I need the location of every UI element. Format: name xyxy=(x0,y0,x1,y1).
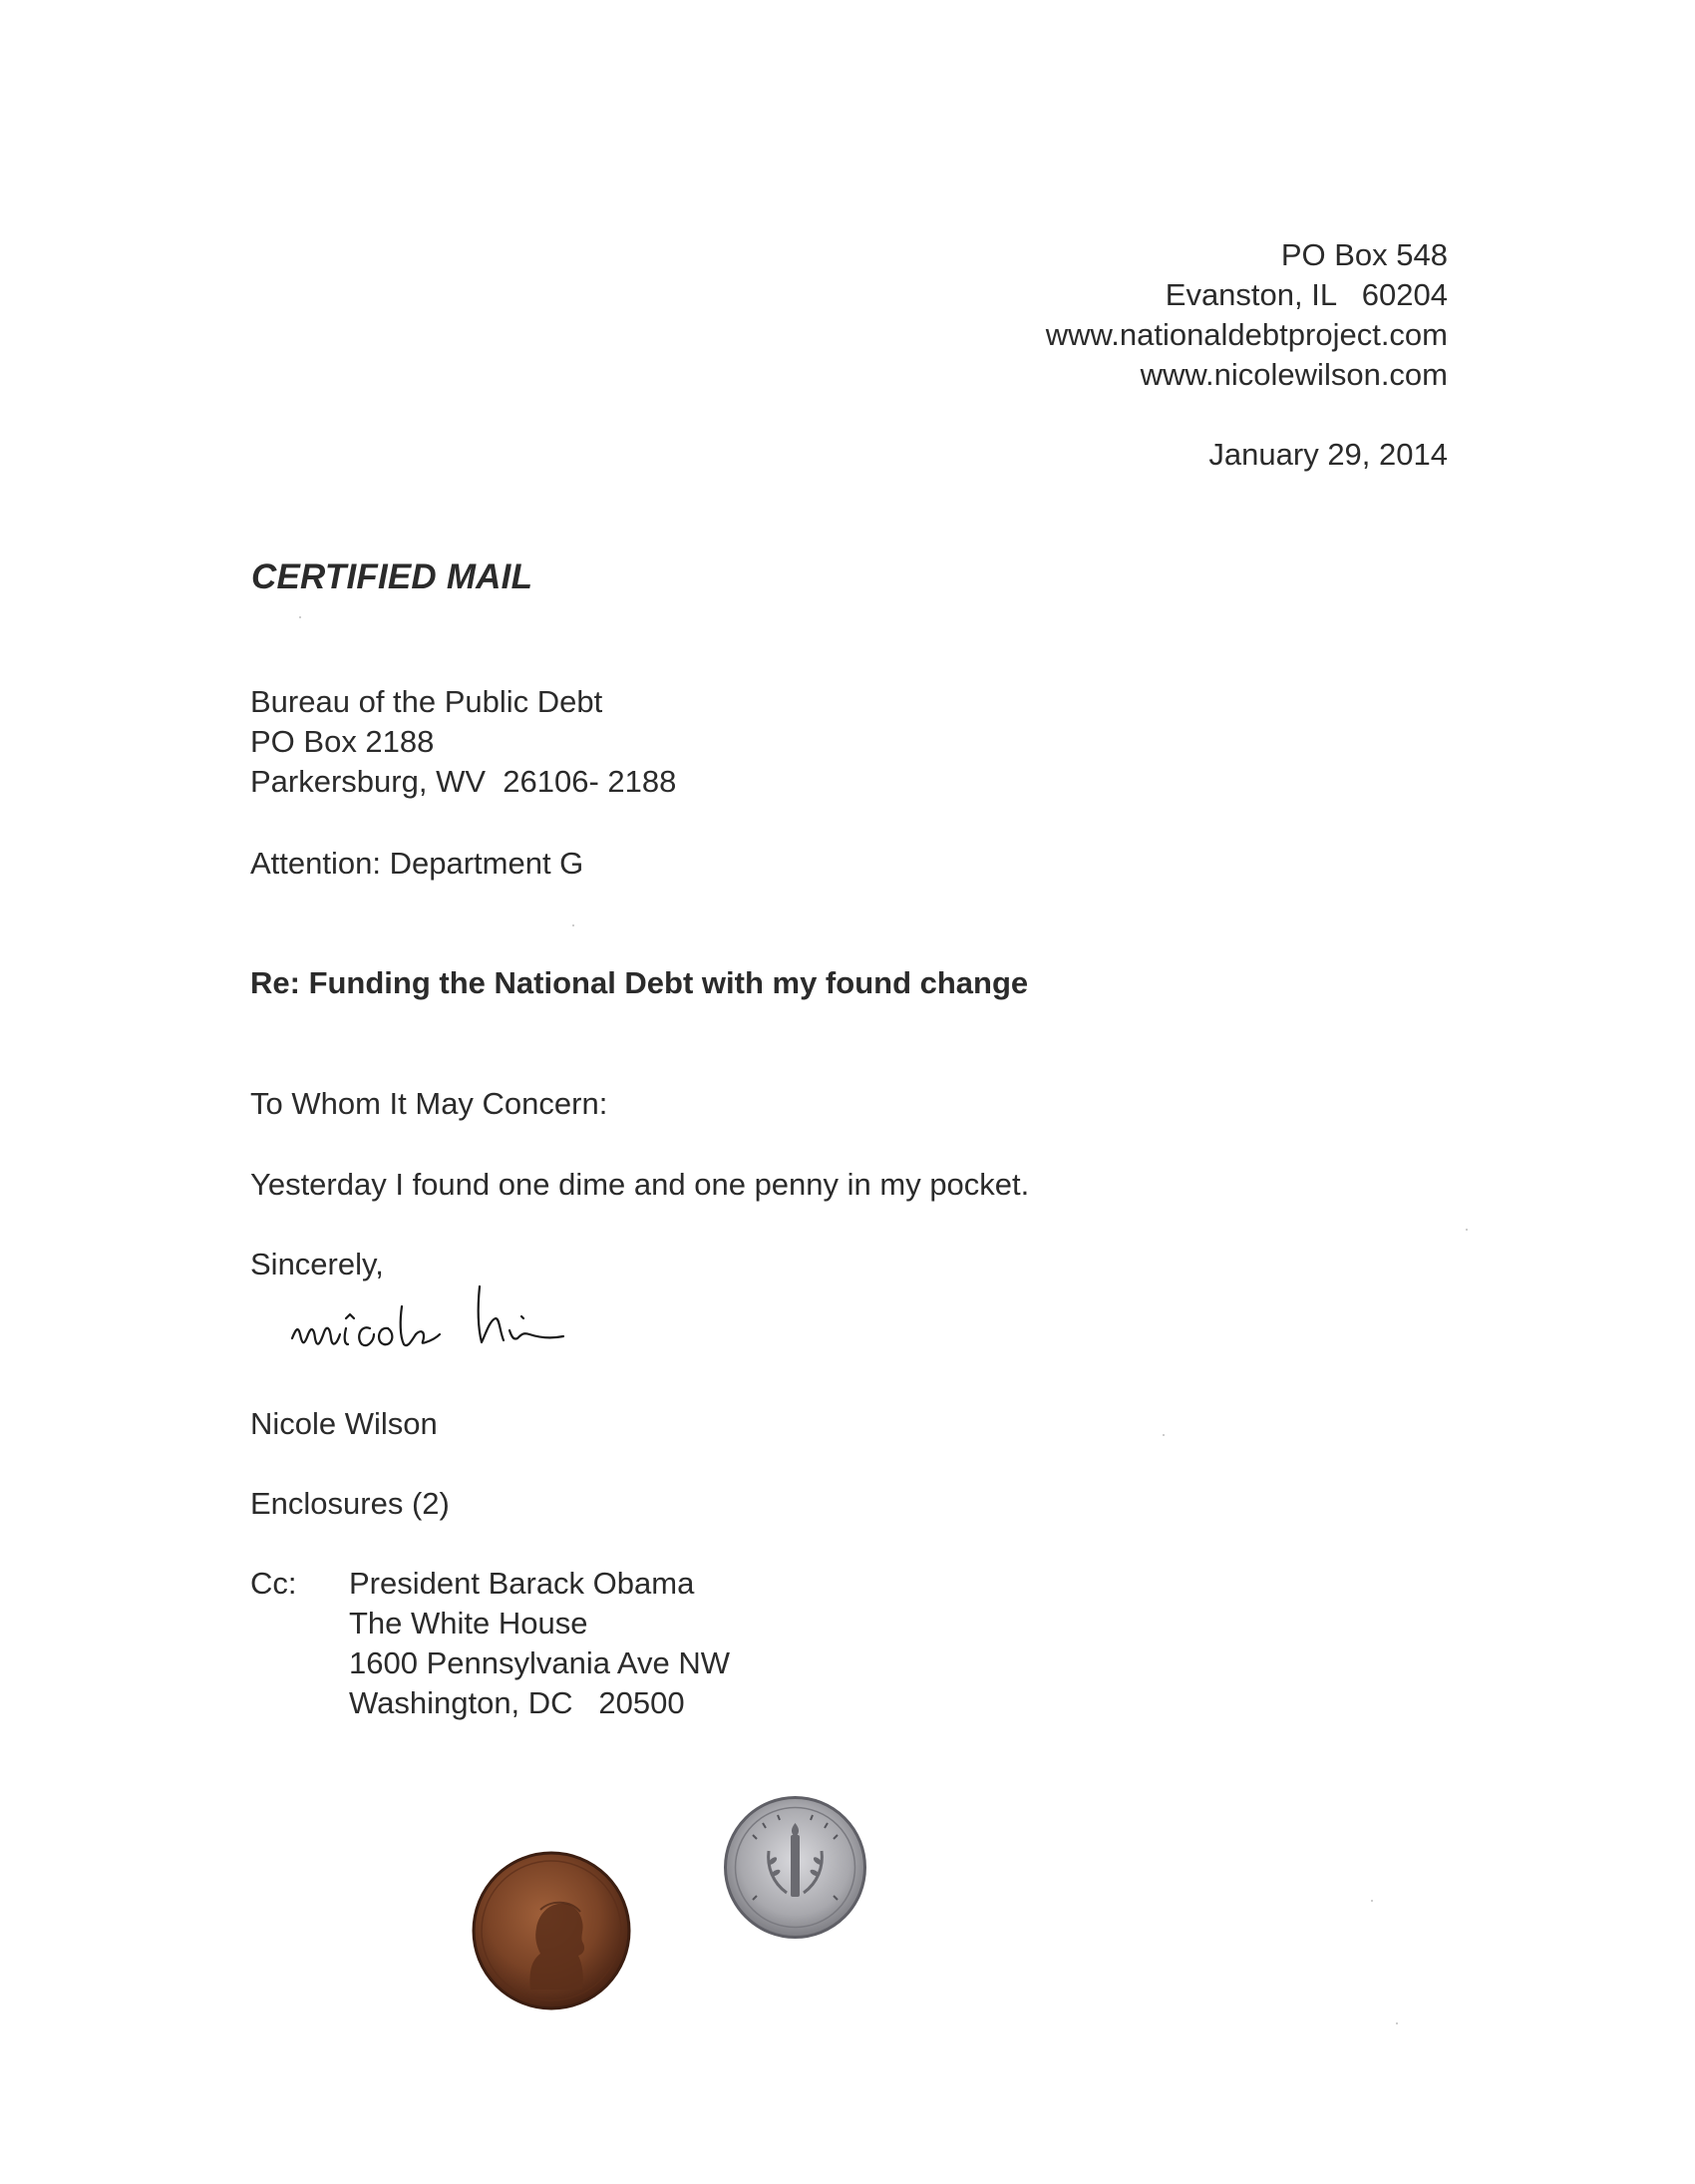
scan-speck xyxy=(1371,1900,1373,1902)
scan-speck xyxy=(1163,1434,1165,1436)
cc-name: President Barack Obama xyxy=(349,1566,695,1601)
cc-address-block xyxy=(349,1564,730,1723)
recipient-name: Bureau of the Public Debt xyxy=(250,684,603,719)
recipient-city-state-zip: Parkersburg, WV 26106- 2188 xyxy=(250,764,677,799)
sender-city-state-zip: Evanston, IL 60204 xyxy=(1165,277,1448,312)
recipient-po-box: PO Box 2188 xyxy=(250,724,435,759)
scan-speck xyxy=(1466,1229,1468,1231)
attention-line: Attention: Department G xyxy=(250,846,584,881)
sender-address-block xyxy=(1046,235,1448,395)
handwritten-signature xyxy=(284,1276,663,1376)
cc-street: 1600 Pennsylvania Ave NW xyxy=(349,1645,730,1680)
cc-city-state-zip: Washington, DC 20500 xyxy=(349,1685,685,1720)
penny-coin xyxy=(471,1850,632,2011)
salutation: To Whom It May Concern: xyxy=(250,1086,608,1121)
scan-speck xyxy=(572,924,574,926)
sender-po-box: PO Box 548 xyxy=(1280,237,1448,272)
sender-website-1: www.nationaldebtproject.com xyxy=(1045,317,1448,352)
signer-name: Nicole Wilson xyxy=(250,1406,438,1441)
scan-speck xyxy=(1396,2022,1398,2024)
enclosures-line: Enclosures (2) xyxy=(250,1486,450,1521)
letter-date: January 29, 2014 xyxy=(1208,437,1448,472)
closing: Sincerely, xyxy=(250,1247,384,1281)
certified-mail-heading: CERTIFIED MAIL xyxy=(251,557,533,596)
letter-body: Yesterday I found one dime and one penny in my pocket. xyxy=(250,1167,1030,1202)
dime-coin xyxy=(723,1795,867,1940)
sender-website-2: www.nicolewilson.com xyxy=(1140,357,1448,392)
cc-organization: The White House xyxy=(349,1606,588,1640)
cc-label: Cc: xyxy=(250,1566,297,1601)
recipient-address-block xyxy=(250,682,676,802)
scan-speck xyxy=(299,616,301,618)
subject-line: Re: Funding the National Debt with my found change xyxy=(250,965,1029,1000)
